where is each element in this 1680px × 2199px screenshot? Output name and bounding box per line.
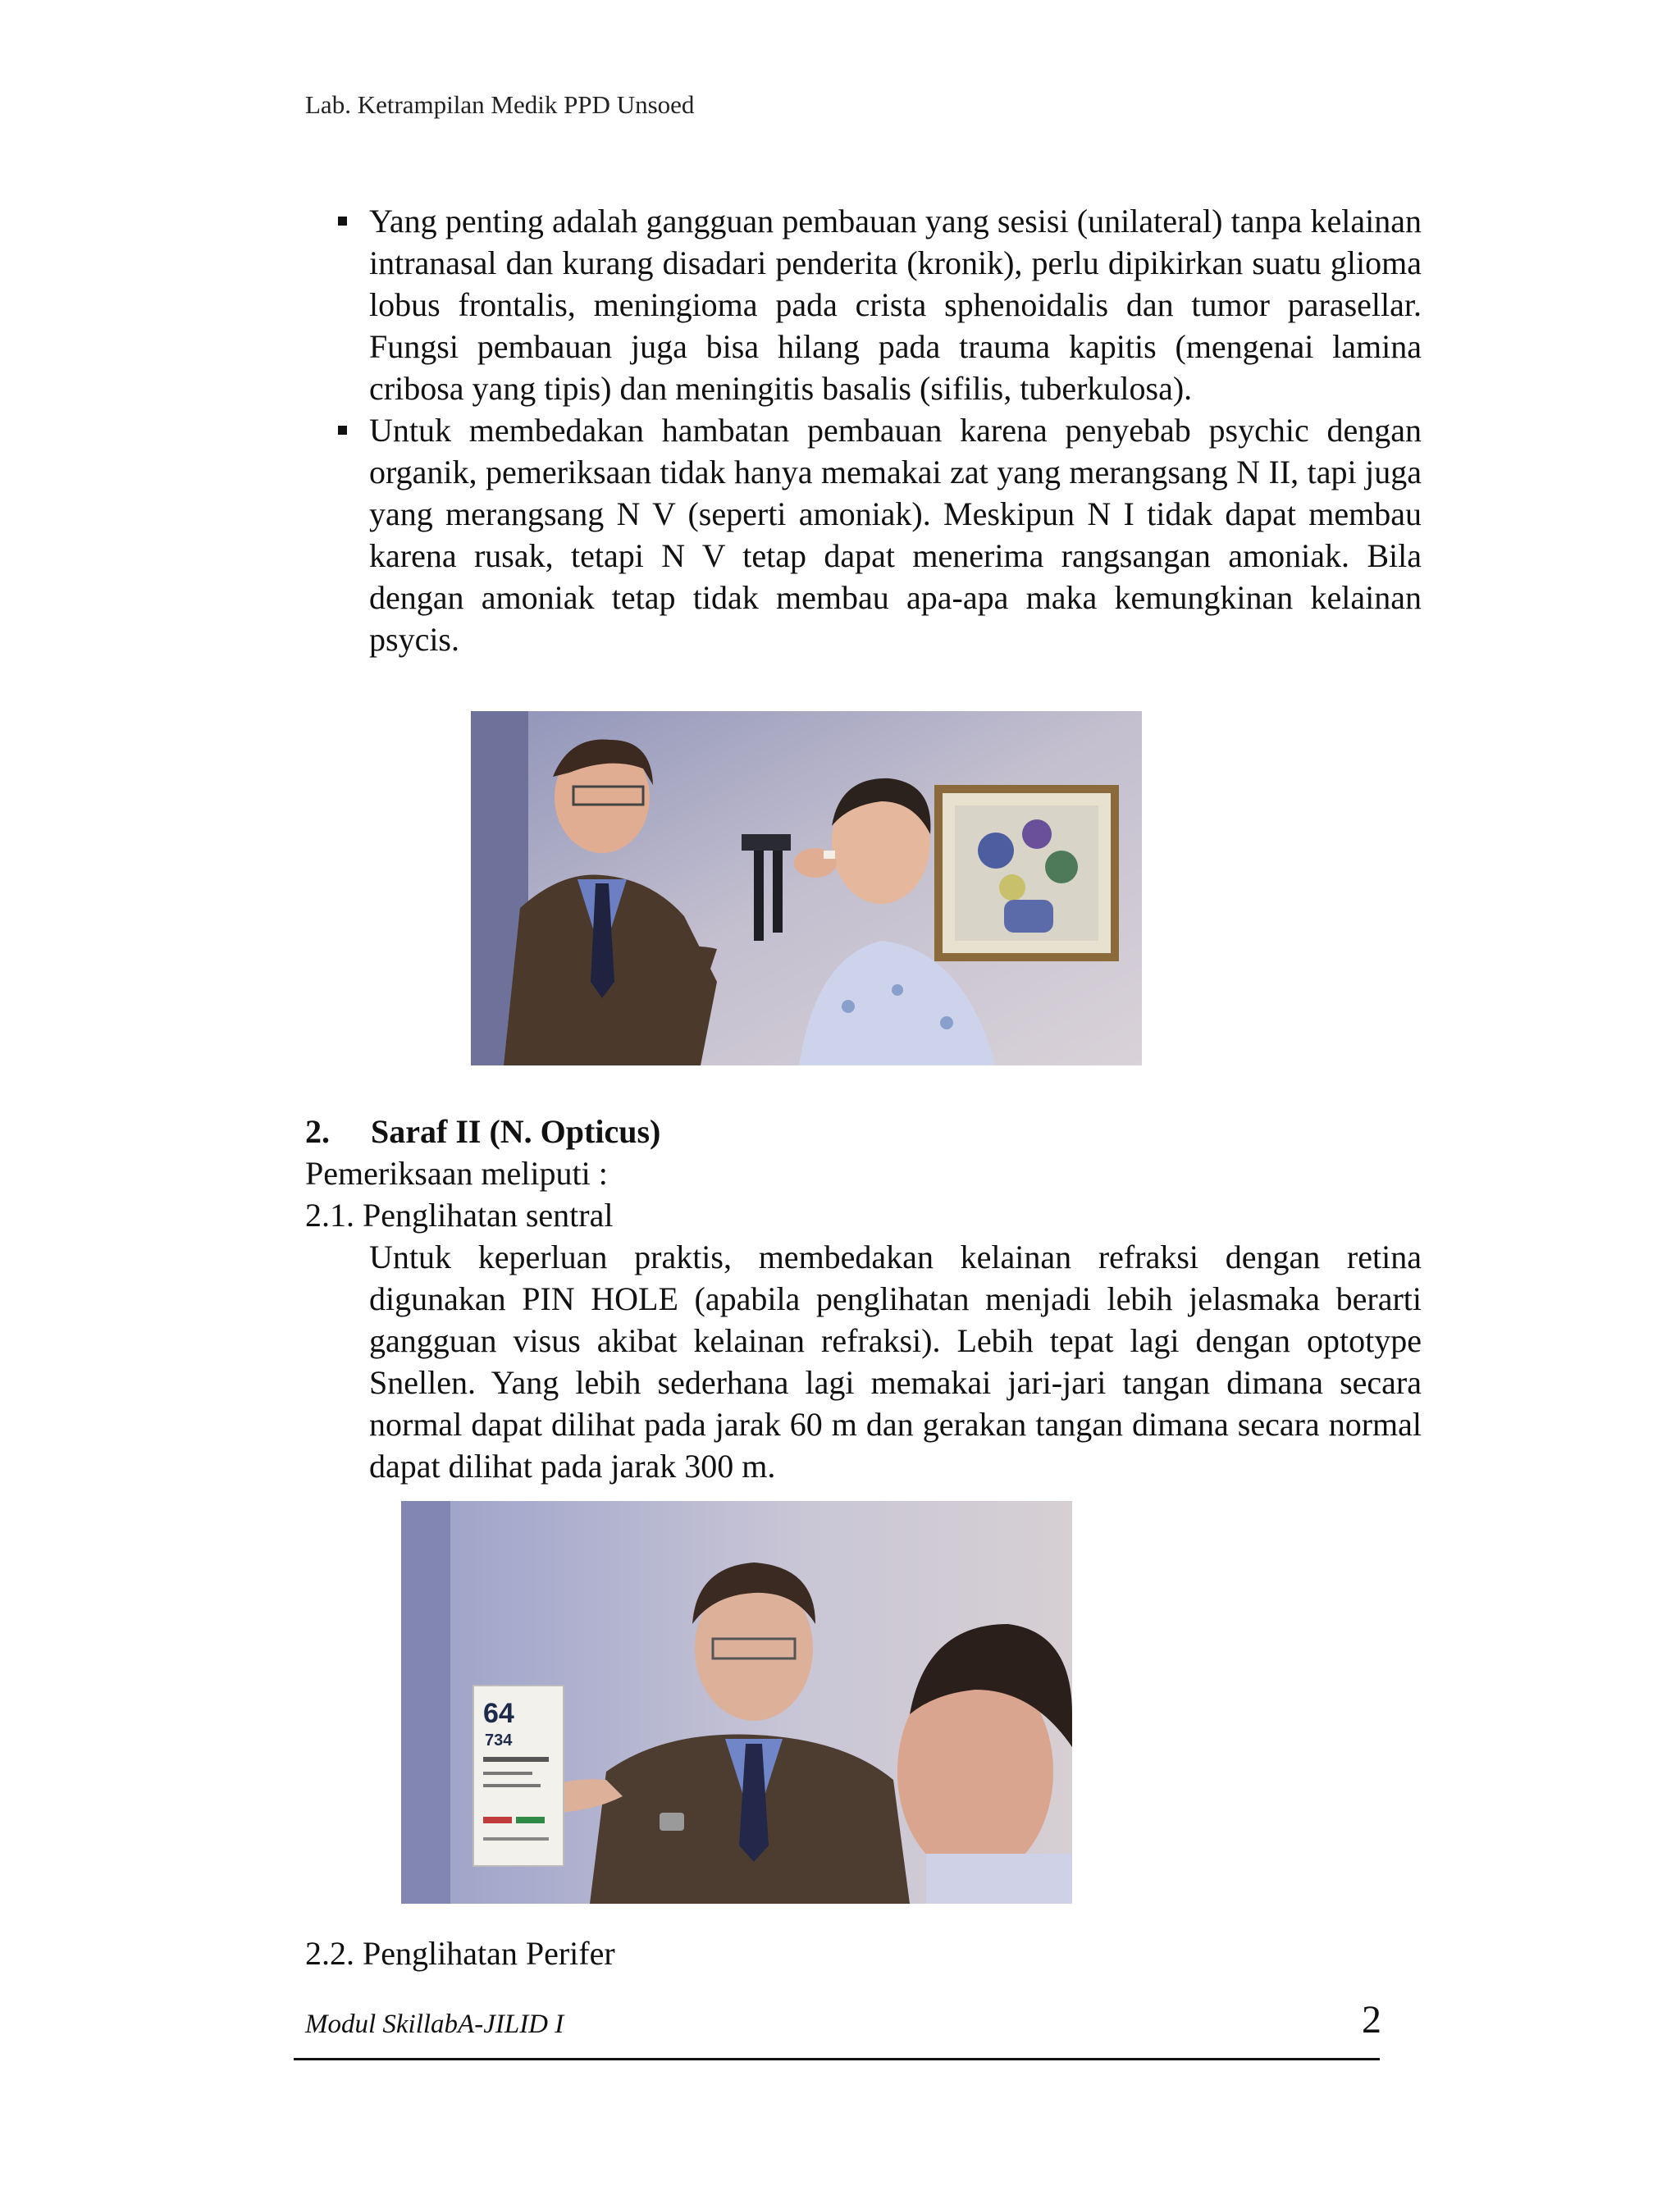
subsection-heading: 2.1. Penglihatan sentral [305, 1197, 614, 1234]
square-bullet-icon [338, 217, 347, 226]
page-number: 2 [1362, 1998, 1381, 2042]
bullet-list [335, 200, 1422, 660]
smell-test-photo [471, 711, 1142, 1065]
chart-line-1: 64 [483, 1698, 514, 1729]
visual-acuity-photo [401, 1501, 1072, 1904]
bullet-item [335, 409, 1422, 660]
bullet-text: Yang penting adalah gangguan pembauan yang sesisi (unilateral) tanpa kelainan intranasal dan kurang disadari penderita (kronik), perlu dipikirkan suatu glioma lobus frontalis, meningioma pada crista sphenoidalis dan tumor parasellar. Fungsi pembauan juga bisa hilang pada trauma kapitis (mengenai lamina cribosa yang tipis) dan meningitis basalis (sifilis, tuberkulosa). [369, 203, 1422, 407]
bullet-text: Untuk membedakan hambatan pembauan karena penyebab psychic dengan organik, pemeriksaan tidak hanya memakai zat yang merangsang N II, tapi juga yang merangsang N V (seperti amoniak). Meskipun N I tidak dapat membau karena rusak, tetapi N V tetap dapat menerima rangsangan amoniak. Bila dengan amoniak tetap tidak membau apa-apa maka kemungkinan kelainan psycis. [369, 412, 1422, 658]
footer-divider [294, 2058, 1380, 2060]
section-title: Saraf II (N. Opticus) [371, 1113, 661, 1150]
chart-line-2: 734 [485, 1731, 513, 1750]
subsection-paragraph: Untuk keperluan praktis, membedakan kelainan refraksi dengan retina digunakan PIN HOLE (apabila penglihatan menjadi lebih jelasmaka berarti gangguan visus akibat kelainan refraksi). Lebih tepat lagi dengan optotype Snellen. Yang lebih sederhana lagi memakai jari-jari tangan dimana secara normal dapat dilihat pada jarak 60 m dan gerakan tangan dimana secara normal dapat dilihat pada jarak 300 m. [369, 1239, 1422, 1485]
section-heading [305, 1111, 660, 1152]
page-header: Lab. Ketrampilan Medik PPD Unsoed [305, 90, 695, 119]
section-intro: Pemeriksaan meliputi : [305, 1155, 608, 1192]
subsection-heading: 2.2. Penglihatan Perifer [305, 1935, 615, 1972]
bullet-item [335, 200, 1422, 409]
square-bullet-icon [338, 426, 347, 435]
footer-title: Modul SkillabA-JILID I [305, 2010, 564, 2039]
section-number: 2. [305, 1113, 330, 1150]
